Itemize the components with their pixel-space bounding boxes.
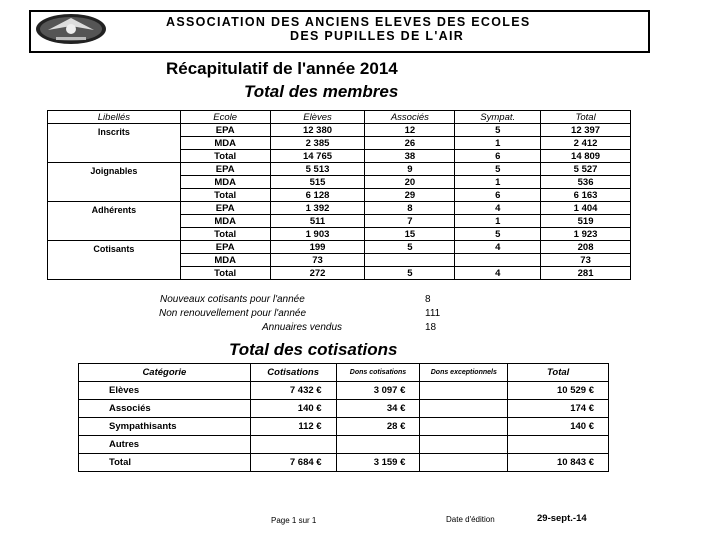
cell-exceptionnels [420, 454, 508, 472]
stat-label-directories: Annuaires vendus [262, 322, 343, 333]
cell-eleves: 14 765 [270, 150, 365, 163]
header-line-1: ASSOCIATION DES ANCIENS ELEVES DES ECOLES [166, 15, 531, 29]
cell-exceptionnels [420, 400, 508, 418]
cell-dons [336, 436, 420, 454]
cell-sympat: 5 [455, 163, 541, 176]
cell-total: 10 843 € [508, 454, 609, 472]
cell-total [508, 436, 609, 454]
edition-date-label: Date d'édition [446, 515, 495, 524]
cell-cotisations: 140 € [250, 400, 336, 418]
cell-eleves: 199 [270, 241, 365, 254]
members-header-row [48, 111, 631, 124]
cell-ecole: MDA [180, 215, 270, 228]
cell-total: 208 [541, 241, 631, 254]
cell-eleves: 73 [270, 254, 365, 267]
dues-table [78, 363, 609, 472]
cell-eleves: 515 [270, 176, 365, 189]
cell-ecole: MDA [180, 254, 270, 267]
group-label: Joignables [48, 163, 181, 202]
cell-associes: 8 [365, 202, 455, 215]
cell-total: 281 [541, 267, 631, 280]
cell-ecole: MDA [180, 176, 270, 189]
cell-ecole: EPA [180, 124, 270, 137]
cell-sympat: 4 [455, 241, 541, 254]
cell-ecole: MDA [180, 137, 270, 150]
cell-associes [365, 254, 455, 267]
cell-ecole: Total [180, 228, 270, 241]
cell-associes: 5 [365, 267, 455, 280]
cell-total: 536 [541, 176, 631, 189]
cell-ecole: EPA [180, 241, 270, 254]
table-row [79, 400, 609, 418]
cell-category: Total [79, 454, 251, 472]
table-row [48, 241, 631, 254]
members-column-header: Total [541, 111, 631, 124]
cell-sympat: 6 [455, 150, 541, 163]
cell-eleves: 2 385 [270, 137, 365, 150]
cell-total: 140 € [508, 418, 609, 436]
cell-associes: 12 [365, 124, 455, 137]
members-column-header: Sympat. [455, 111, 541, 124]
members-column-header: Elèves [270, 111, 365, 124]
cell-category: Autres [79, 436, 251, 454]
dues-column-header: Total [508, 364, 609, 382]
stat-label-nonrenew: Non renouvellement pour l'année [159, 308, 307, 319]
cell-sympat: 1 [455, 137, 541, 150]
stat-label-new: Nouveaux cotisants pour l'année [160, 294, 305, 305]
cell-associes: 20 [365, 176, 455, 189]
cell-category: Associés [79, 400, 251, 418]
cell-sympat: 5 [455, 228, 541, 241]
cell-ecole: Total [180, 189, 270, 202]
stat-value-nonrenew: 111 [425, 308, 441, 319]
edition-date: 29-sept.-14 [537, 513, 587, 524]
members-column-header: Libellés [48, 111, 181, 124]
cell-dons: 3 159 € [336, 454, 420, 472]
cell-eleves: 511 [270, 215, 365, 228]
cell-eleves: 1 392 [270, 202, 365, 215]
cell-total: 73 [541, 254, 631, 267]
cell-ecole: Total [180, 267, 270, 280]
cell-sympat [455, 254, 541, 267]
members-column-header: Ecole [180, 111, 270, 124]
cell-dons: 3 097 € [336, 382, 420, 400]
cell-cotisations: 7 432 € [250, 382, 336, 400]
cell-associes: 38 [365, 150, 455, 163]
dues-column-header: Cotisations [250, 364, 336, 382]
members-title: Total des membres [244, 82, 399, 101]
page-title: Récapitulatif de l'année 2014 [166, 59, 398, 78]
members-table [47, 110, 631, 280]
cell-associes: 29 [365, 189, 455, 202]
cell-eleves: 272 [270, 267, 365, 280]
table-row [79, 418, 609, 436]
cell-total: 12 397 [541, 124, 631, 137]
cell-dons: 34 € [336, 400, 420, 418]
table-row [79, 436, 609, 454]
stat-value-new: 8 [425, 294, 431, 305]
cell-ecole: Total [180, 150, 270, 163]
cell-eleves: 12 380 [270, 124, 365, 137]
cell-ecole: EPA [180, 163, 270, 176]
cell-eleves: 6 128 [270, 189, 365, 202]
cell-sympat: 1 [455, 176, 541, 189]
cell-sympat: 5 [455, 124, 541, 137]
cell-total: 2 412 [541, 137, 631, 150]
cell-total: 174 € [508, 400, 609, 418]
dues-column-header: Dons cotisations [336, 364, 420, 382]
cell-category: Sympathisants [79, 418, 251, 436]
cell-exceptionnels [420, 382, 508, 400]
association-logo [34, 12, 108, 46]
table-row [79, 454, 609, 472]
members-column-header: Associés [365, 111, 455, 124]
cell-sympat: 1 [455, 215, 541, 228]
cell-associes: 9 [365, 163, 455, 176]
dues-header-row [79, 364, 609, 382]
cell-eleves: 1 903 [270, 228, 365, 241]
cell-total: 1 923 [541, 228, 631, 241]
cell-total: 5 527 [541, 163, 631, 176]
cell-dons: 28 € [336, 418, 420, 436]
cell-cotisations [250, 436, 336, 454]
page-number: Page 1 sur 1 [271, 516, 317, 525]
group-label: Adhérents [48, 202, 181, 241]
cell-total: 1 404 [541, 202, 631, 215]
header-line-2: DES PUPILLES DE L'AIR [290, 29, 465, 43]
dues-title: Total des cotisations [229, 340, 398, 359]
cell-total: 519 [541, 215, 631, 228]
cell-exceptionnels [420, 418, 508, 436]
cell-cotisations: 7 684 € [250, 454, 336, 472]
table-row [48, 124, 631, 137]
cell-associes: 7 [365, 215, 455, 228]
dues-column-header: Catégorie [79, 364, 251, 382]
cell-associes: 26 [365, 137, 455, 150]
cell-sympat: 6 [455, 189, 541, 202]
group-label: Inscrits [48, 124, 181, 163]
table-row [79, 382, 609, 400]
cell-total: 14 809 [541, 150, 631, 163]
cell-associes: 15 [365, 228, 455, 241]
cell-associes: 5 [365, 241, 455, 254]
cell-sympat: 4 [455, 202, 541, 215]
stat-value-directories: 18 [425, 322, 437, 333]
cell-eleves: 5 513 [270, 163, 365, 176]
group-label: Cotisants [48, 241, 181, 280]
dues-column-header: Dons exceptionnels [420, 364, 508, 382]
cell-sympat: 4 [455, 267, 541, 280]
cell-exceptionnels [420, 436, 508, 454]
cell-category: Elèves [79, 382, 251, 400]
cell-cotisations: 112 € [250, 418, 336, 436]
table-row [48, 202, 631, 215]
cell-ecole: EPA [180, 202, 270, 215]
table-row [48, 163, 631, 176]
cell-total: 10 529 € [508, 382, 609, 400]
cell-total: 6 163 [541, 189, 631, 202]
